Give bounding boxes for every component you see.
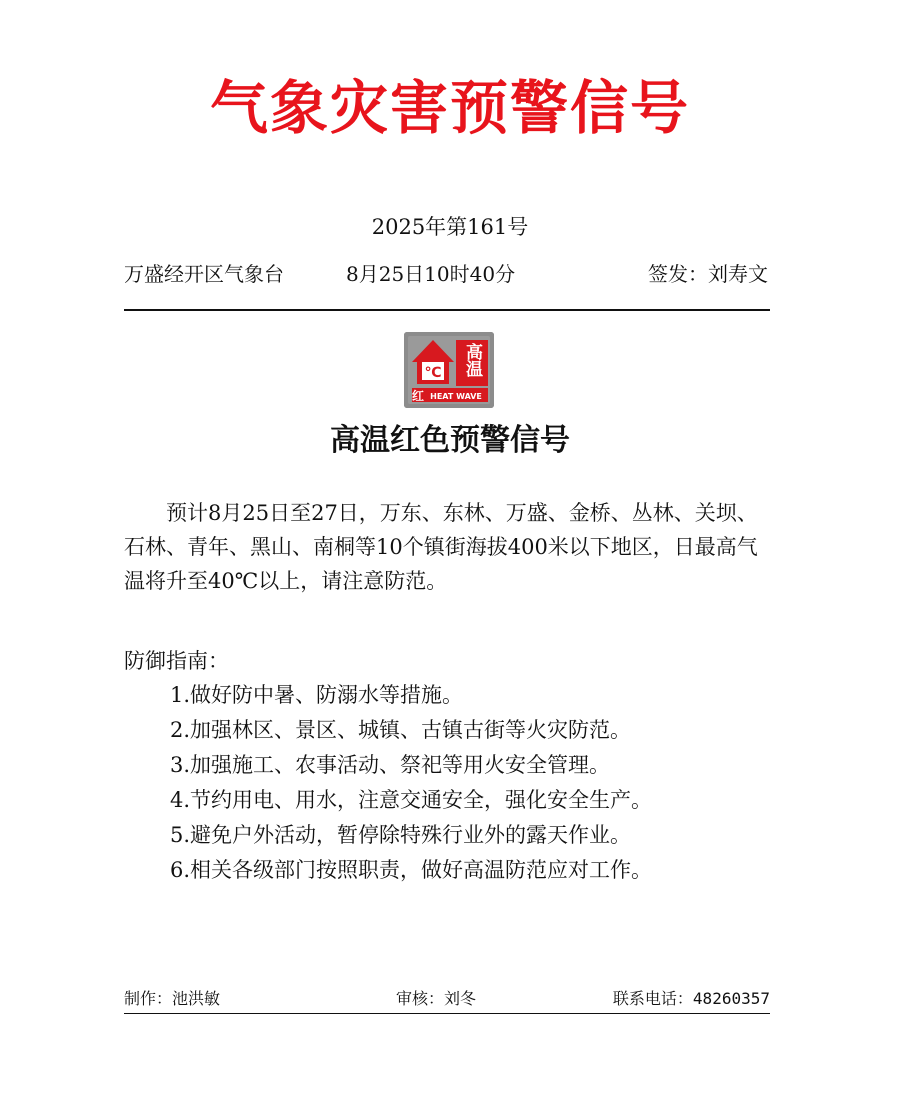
guide-item: 2.加强林区、景区、城镇、古镇古街等火灾防范。 — [170, 718, 632, 742]
issuer-row — [124, 258, 770, 290]
document-number: 2025年第161号 — [371, 215, 529, 239]
footer-maker: 制作：池洪敏 — [124, 989, 221, 1008]
icon-temp-symbol: ℃ — [424, 365, 442, 381]
page-title: 气象灾害预警信号 — [209, 74, 690, 142]
guide-list — [170, 678, 652, 888]
signal-title: 高温红色预警信号 — [330, 423, 570, 458]
footer-reviewer: 审核：刘冬 — [396, 989, 477, 1008]
signer: 签发：刘寿文 — [648, 262, 768, 286]
guide-item: 6.相关各级部门按照职责，做好高温防范应对工作。 — [170, 858, 653, 882]
guide-item: 5.避免户外活动，暂停除特殊行业外的露天作业。 — [170, 823, 632, 847]
icon-color-label: 红 — [411, 389, 425, 403]
heat-wave-red-icon — [404, 332, 494, 408]
guide-heading: 防御指南： — [124, 649, 229, 673]
footer-phone: 联系电话：48260357 — [612, 989, 770, 1008]
footer-divider — [124, 1013, 770, 1014]
icon-english-label: HEAT WAVE — [430, 392, 482, 401]
issuer-name: 万盛经开区气象台 — [124, 262, 284, 286]
guide-item: 1.做好防中暑、防溺水等措施。 — [170, 683, 464, 707]
issue-time: 8月25日10时40分 — [346, 262, 516, 286]
forecast-text: 预计8月25日至27日，万东、东林、万盛、金桥、丛林、关坝、石林、青年、黑山、南桐等10个镇街海拔400米以下地区，日最高气温将升至40℃以上，请注意防范。 — [124, 501, 758, 593]
heat-wave-icon-graphic — [404, 332, 494, 408]
guide-item: 4.节约用电、用水，注意交通安全，强化安全生产。 — [170, 788, 653, 812]
header-divider — [124, 309, 770, 311]
footer — [124, 986, 770, 1012]
icon-main-label: 高温 — [462, 343, 482, 377]
guide-item: 3.加强施工、农事活动、祭祀等用火安全管理。 — [170, 753, 611, 777]
